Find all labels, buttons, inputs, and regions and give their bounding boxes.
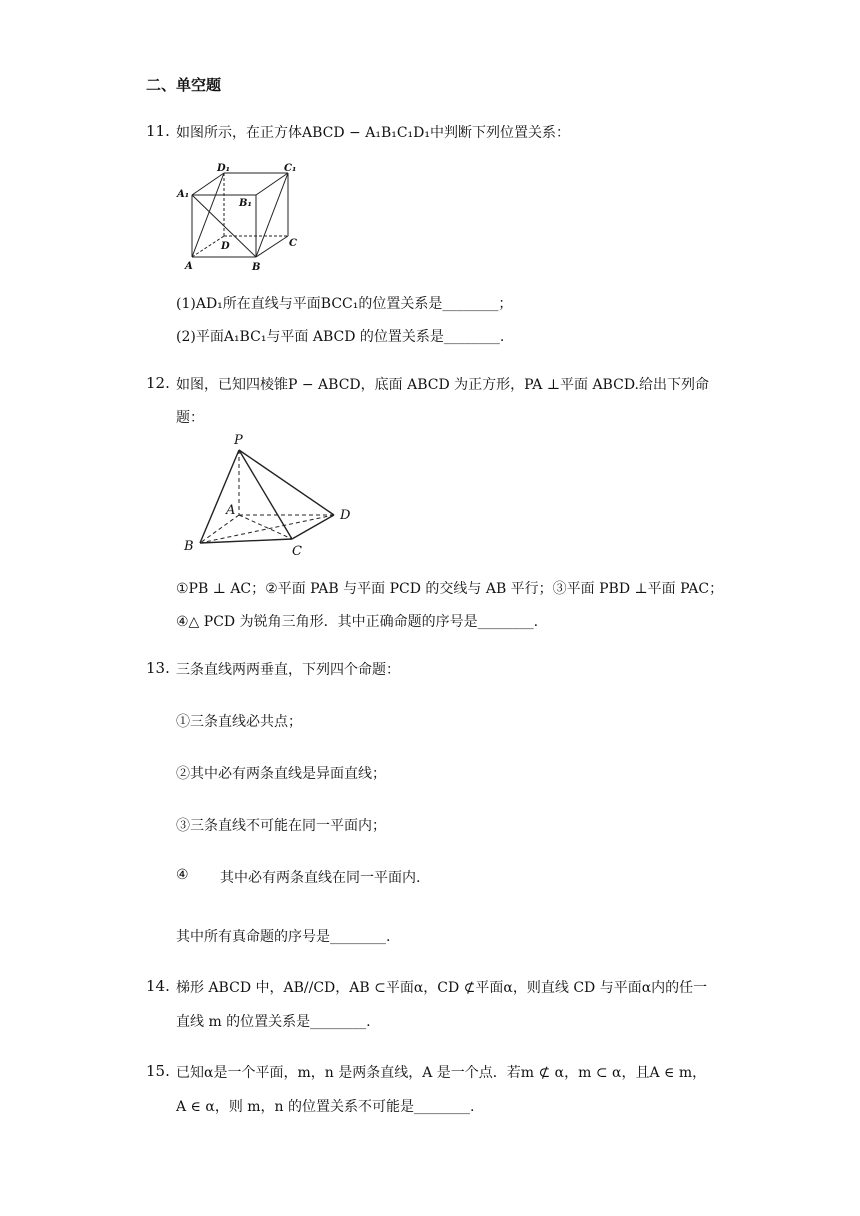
question-15-line-1: 已知α是一个平面，m，n 是两条直线，A 是一个点．若m ⊄ α，m ⊂ α，且A ∈ m， [176,1065,707,1081]
diagonal-b-c1 [256,173,288,257]
edge-c-b [256,236,288,257]
edge-a1-d1 [192,173,224,195]
edge-c1-b1 [256,173,288,195]
label-b: B [184,539,194,554]
label-b1: B₁ [239,198,252,209]
question-13-item-4-text: 其中必有两条直线在同一平面内. [220,870,421,886]
question-14-line-2: 直线 m 的位置关系是________. [176,1014,371,1030]
question-13-item-3: ③三条直线不可能在同一平面内； [176,818,386,834]
label-b: B [252,262,261,273]
question-11-number: 11. [146,122,170,140]
question-14-line-1: 梯形 ABCD 中，AB//CD，AB ⊂平面α，CD ⊄平面α，则直线 CD 与平面α内的任一 [176,980,708,996]
question-11-part-2: (2)平面A₁BC₁与平面 ABCD 的位置关系是________. [176,329,505,345]
question-12-options-line-1: ①PB ⊥ AC；②平面 PAB 与平面 PCD 的交线与 AB 平行；③平面 PBD ⊥平面 PAC； [176,581,724,597]
pyramid-figure [178,428,368,564]
cube-figure [172,160,312,276]
question-13-item-2: ②其中必有两条直线是异面直线； [176,766,386,782]
question-13-stem: 三条直线两两垂直，下列四个命题： [176,662,400,678]
label-d: D [340,508,351,523]
question-13-conclusion: 其中所有真命题的序号是________. [176,929,391,945]
question-13-item-4-mark: ④ [176,867,189,883]
question-13-number: 13. [146,659,170,677]
question-11-stem: 如图所示，在正方体ABCD − A₁B₁C₁D₁中判断下列位置关系： [176,125,571,141]
label-a: A [226,503,236,518]
question-12-stem-line-1: 如图，已知四棱锥P − ABCD，底面 ABCD 为正方形，PA ⊥平面 ABCD.给出下列命 [176,377,709,393]
question-12-options-line-2: ④△ PCD 为锐角三角形．其中正确命题的序号是________. [176,614,539,630]
label-d1: D₁ [217,163,231,174]
label-a: A [185,261,193,272]
question-15-line-2: A ∈ α，则 m，n 的位置关系不可能是________. [176,1099,475,1115]
label-a1: A₁ [177,189,190,200]
question-14-number: 14. [146,977,170,995]
label-p: P [234,433,243,448]
edge-c-d [292,515,334,539]
question-11-part-1: (1)AD₁所在直线与平面BCC₁的位置关系是________； [176,296,513,312]
hidden-edge-a-d [192,236,224,257]
edge-b-c [200,539,292,543]
section-title: 二、单空题 [146,76,222,94]
label-c: C [289,238,297,249]
question-12-stem-line-2: 题： [176,410,204,426]
label-c1: C₁ [284,163,297,174]
label-c: C [292,544,302,559]
label-d: D [221,241,230,252]
edge-p-d [239,450,334,515]
diagonal-a-d1 [192,173,224,257]
question-15-number: 15. [146,1062,170,1080]
question-13-item-1: ①三条直线必共点； [176,714,302,730]
question-12-number: 12. [146,374,170,392]
